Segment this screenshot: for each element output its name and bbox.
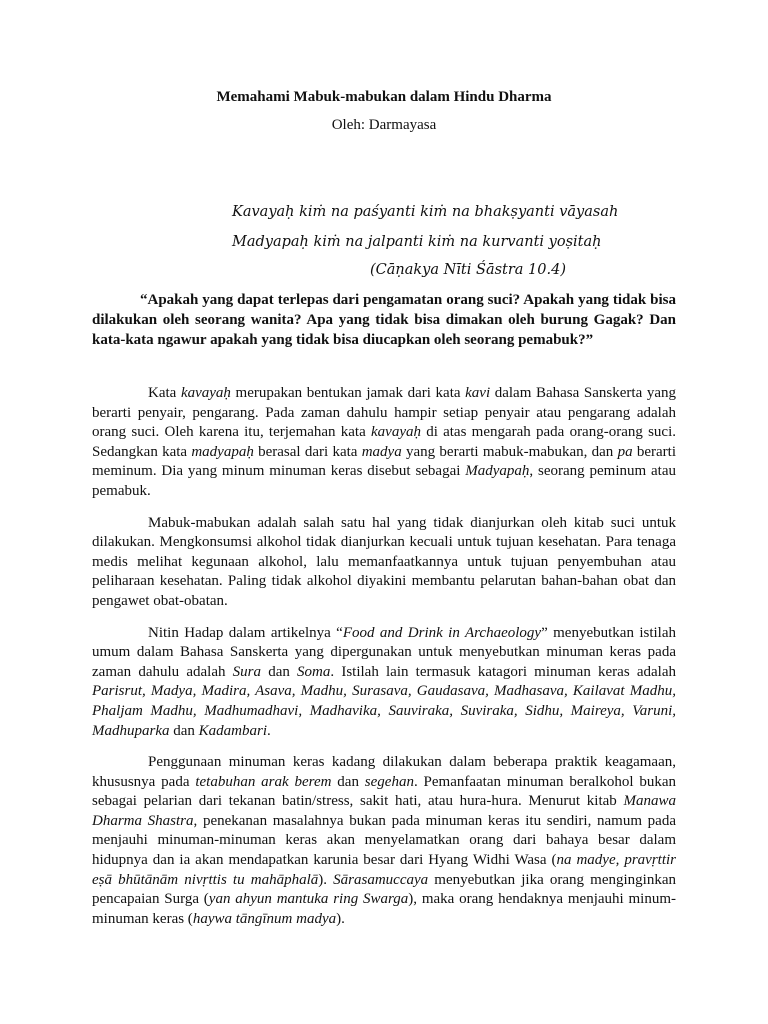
paragraph-4: Penggunaan minuman keras kadang dilakukan dalam beberapa praktik keagamaan, khususnya pada tetabuhan arak berem dan segehan. Pemanfaatan minuman beralkohol bukan sebagai pelarian dari tekanan batin/stress, sakit hati, atau hura-hura. Menurut kitab Manawa Dharma Shastra, penekanan masalahnya bukan pada minuman keras itu sendiri, namum pada menjauhi minuman-minuman keras akan menyelamatkan orang dari bahaya besar dalam hidupnya dan ia akan mendapatkan karunia besar dari Hyang Widhi Wasa (na madye, pravṛttir eṣā bhūtānām nivṛttis tu mahāphalā). Sārasamuccaya menyebutkan jika orang menginginkan pencapaian Surga (yan ahyun mantuka ring Swarga), maka orang hendaknya menjauhi minum-minuman keras (haywa tāngīnum madya).: [92, 754, 677, 927]
author-line: Oleh: Darmayasa: [331, 117, 437, 133]
paragraph-1: Kata kavayaḥ merupakan bentukan jamak dari kata kavi dalam Bahasa Sanskerta yang berarti penyair, pengarang. Pada zaman dahulu hampir setiap penyair atau pengarang adalah orang suci. Oleh karena itu, terjemahan kata kavayaḥ di atas mengarah pada orang-orang suci. Sedangkan kata madyapaḥ berasal dari kata madya yang berarti mabuk-mabukan, dan pa berarti meminum. Dia yang minum minuman keras disebut sebagai Madyapaḥ, seorang peminum atau pemabuk.: [92, 385, 677, 499]
verse-source: (Cāṇakya Nīti Śāstra 10.4): [370, 262, 566, 278]
article-body: [92, 384, 676, 941]
verse-line-1: Kavayaḥ kiṁ na paśyanti kiṁ na bhakṣyanti vāyasah: [232, 204, 619, 220]
verse-line-2: Madyapaḥ kiṁ na jalpanti kiṁ na kurvanti yoṣitaḥ: [232, 234, 602, 250]
paragraph-3: Nitin Hadap dalam artikelnya “Food and Drink in Archaeology” menyebutkan istilah umum dalam Bahasa Sanskerta yang dipergunakan untuk menyebutkan minuman keras pada zaman dahulu adalah Sura dan Soma. Istilah lain termasuk katagori minuman keras adalah Parisrut, Madya, Madira, Asava, Madhu, Surasava, Gaudasava, Madhasava, Kailavat Madhu, Phaljam Madhu, Madhumadhavi, Madhavika, Sauviraka, Suviraka, Sidhu, Maireya, Varuni, Madhuparka dan Kadambari.: [92, 624, 676, 739]
quote-text: “Apakah yang dapat terlepas dari pengamatan orang suci? Apakah yang tidak bisa dilakukan oleh seorang wanita? Apa yang tidak bisa dimakan oleh burung Gagak? Dan kata-kata ngawur apakah yang tidak bisa diucapkan oleh seorang pemabuk?”: [92, 292, 676, 348]
document-title: Memahami Mabuk-mabukan dalam Hindu Dharma: [216, 89, 552, 105]
translation-quote: [92, 290, 676, 350]
paragraph-2: Mabuk-mabukan adalah salah satu hal yang tidak dianjurkan oleh kitab suci untuk dilakukan. Mengkonsumsi alkohol tidak dianjurkan kecuali untuk tujuan kesehatan. Para tenaga medis melihat kegunaan alkohol, lalu memanfaatkannya untuk tujuan penyembuhan atau peliharaan kesehatan. Paling tidak alkohol diyakini membantu pelarutan bahan-bahan obat dan pengawet obat-obatan.: [92, 514, 676, 609]
